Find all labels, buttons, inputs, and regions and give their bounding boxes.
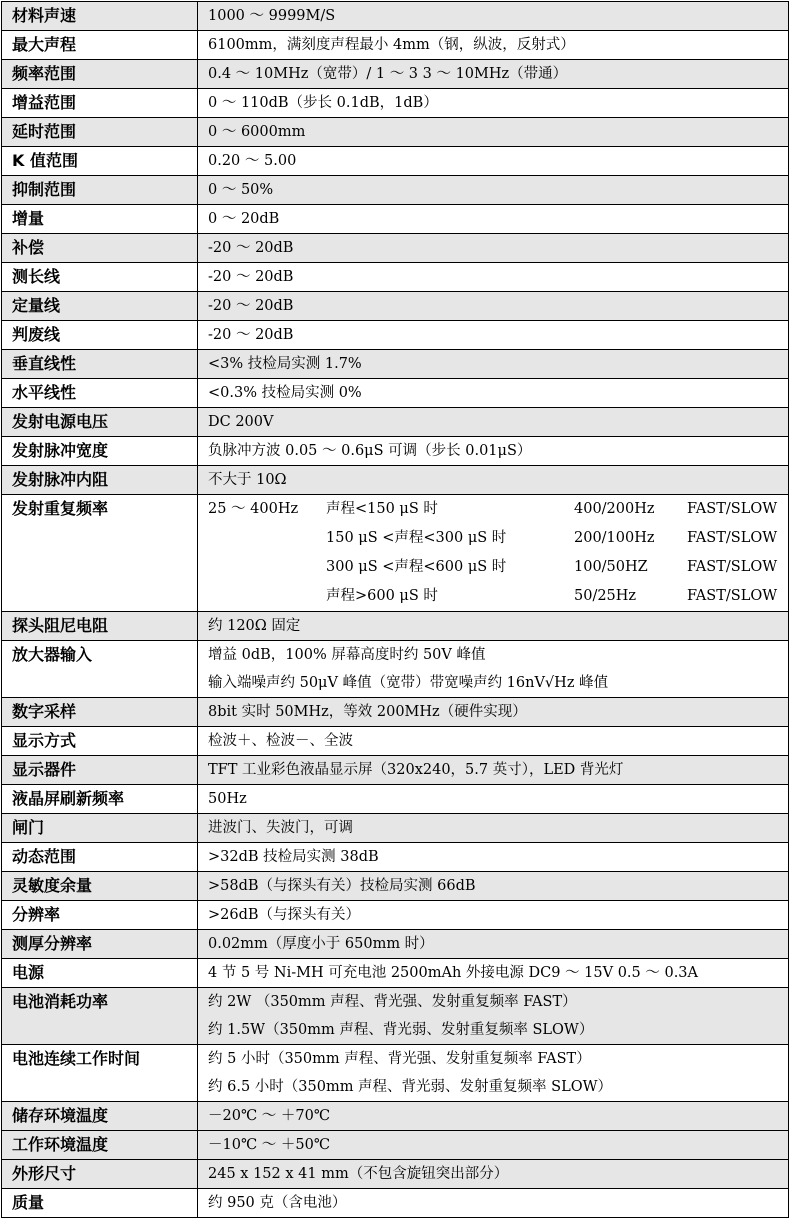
spec-row <box>2 1102 789 1131</box>
spec-row <box>2 1160 789 1189</box>
spec-value-cell <box>198 321 789 350</box>
spec-value: <0.3% 技检局实测 0% <box>208 385 362 401</box>
spec-label-cell <box>2 1160 198 1189</box>
spec-row <box>2 641 789 698</box>
spec-value-cell <box>198 785 789 814</box>
spec-value: >26dB（与探头有关） <box>208 907 361 923</box>
repetition-frequency-cell: 声程>600 μS 时 <box>326 588 438 604</box>
spec-label-cell <box>2 147 198 176</box>
spec-row <box>2 1131 789 1160</box>
spec-label-cell <box>2 641 198 698</box>
repetition-frequency-cell: 25 ～ 400Hz <box>208 501 299 517</box>
spec-value: >58dB（与探头有关）技检局实测 66dB <box>208 878 476 894</box>
spec-label: 测厚分辨率 <box>12 934 93 953</box>
spec-value: >32dB 技检局实测 38dB <box>208 849 379 865</box>
spec-value: 0 ～ 50% <box>208 182 274 198</box>
spec-value-cell <box>198 1160 789 1189</box>
spec-table <box>1 1 789 1218</box>
spec-label-cell <box>2 379 198 408</box>
spec-value-cell <box>198 727 789 756</box>
spec-value-cell <box>198 872 789 901</box>
spec-value: 检波＋、检波－、全波 <box>208 733 353 749</box>
spec-label: 放大器输入 <box>12 645 93 664</box>
spec-value-cell <box>198 147 789 176</box>
spec-label-cell <box>2 1189 198 1218</box>
spec-value: 0.4 ～ 10MHz（宽带）/ 1 ～ 3 3 ～ 10MHz（带通） <box>208 66 568 82</box>
spec-label-cell <box>2 466 198 495</box>
spec-label-cell <box>2 2 198 31</box>
spec-value: -20 ～ 20dB <box>208 269 294 285</box>
spec-label-cell <box>2 437 198 466</box>
spec-value: 进波门、失波门，可调 <box>208 820 353 836</box>
spec-value-cell <box>198 292 789 321</box>
spec-value-cell <box>198 234 789 263</box>
spec-label: 发射重复频率 <box>12 499 109 518</box>
repetition-frequency-cell <box>208 553 326 582</box>
spec-label-cell <box>2 60 198 89</box>
spec-value: 0 ～ 110dB（步长 0.1dB，1dB） <box>208 95 438 111</box>
spec-label: 液晶屏刷新频率 <box>12 789 125 808</box>
spec-label: 增量 <box>12 209 45 228</box>
spec-value: 增益 0dB，100% 屏幕高度时约 50V 峰值 <box>208 647 486 663</box>
spec-value-cell <box>198 89 789 118</box>
spec-row <box>2 901 789 930</box>
spec-value-cell <box>198 176 789 205</box>
spec-label: 外形尺寸 <box>12 1164 77 1183</box>
spec-value: 不大于 10Ω <box>208 472 287 488</box>
spec-row <box>2 379 789 408</box>
repetition-frequency-cell: FAST/SLOW <box>687 530 778 546</box>
spec-value-cell <box>198 118 789 147</box>
spec-row <box>2 930 789 959</box>
spec-row <box>2 843 789 872</box>
spec-row <box>2 872 789 901</box>
spec-row <box>2 205 789 234</box>
spec-row <box>2 147 789 176</box>
spec-value-cell <box>198 205 789 234</box>
spec-label: 延时范围 <box>12 122 77 141</box>
spec-label: K 值范围 <box>12 151 78 170</box>
repetition-frequency-cell: 300 μS <声程<600 μS 时 <box>326 559 507 575</box>
spec-value-cell <box>198 814 789 843</box>
spec-label-cell <box>2 495 198 612</box>
spec-value-cell <box>198 1189 789 1218</box>
spec-row <box>2 988 789 1045</box>
spec-label-cell <box>2 205 198 234</box>
spec-value-cell <box>198 1131 789 1160</box>
spec-label-cell <box>2 814 198 843</box>
spec-label: 工作环境温度 <box>12 1135 109 1154</box>
spec-label: 电池消耗功率 <box>12 992 109 1011</box>
spec-row <box>2 408 789 437</box>
spec-label: 最大声程 <box>12 35 77 54</box>
spec-label-cell <box>2 1131 198 1160</box>
spec-value: 1000 ～ 9999M/S <box>208 8 336 24</box>
spec-row <box>2 1189 789 1218</box>
spec-label-cell <box>2 176 198 205</box>
spec-value-cell <box>198 988 789 1045</box>
spec-row <box>2 60 789 89</box>
repetition-frequency-cell: FAST/SLOW <box>687 501 778 517</box>
spec-label: 水平线性 <box>12 383 77 402</box>
spec-label-cell <box>2 872 198 901</box>
spec-value: DC 200V <box>208 414 274 430</box>
spec-value-cell <box>198 263 789 292</box>
spec-label: 增益范围 <box>12 93 77 112</box>
spec-label-cell <box>2 959 198 988</box>
spec-value: 0.02mm（厚度小于 650mm 时） <box>208 936 434 952</box>
spec-label: 抑制范围 <box>12 180 77 199</box>
spec-label: 分辨率 <box>12 905 61 924</box>
spec-row <box>2 321 789 350</box>
spec-value-cell <box>198 350 789 379</box>
spec-value: 245 x 152 x 41 mm（不包含旋钮突出部分） <box>208 1166 509 1182</box>
spec-label: 探头阻尼电阻 <box>12 616 109 635</box>
spec-value: TFT 工业彩色液晶显示屏（320x240，5.7 英寸），LED 背光灯 <box>208 762 624 778</box>
repetition-frequency-cell: 150 μS <声程<300 μS 时 <box>326 530 507 546</box>
spec-label-cell <box>2 901 198 930</box>
spec-row <box>2 292 789 321</box>
spec-label-cell <box>2 698 198 727</box>
spec-value-cell <box>198 1102 789 1131</box>
spec-table-body <box>2 2 789 1218</box>
spec-value: -20 ～ 20dB <box>208 240 294 256</box>
spec-row <box>2 727 789 756</box>
spec-label-cell <box>2 234 198 263</box>
spec-value: 6100mm，满刻度声程最小 4mm（钢，纵波，反射式） <box>208 37 575 53</box>
spec-label: 发射电源电压 <box>12 412 109 431</box>
spec-label-cell <box>2 118 198 147</box>
spec-row <box>2 814 789 843</box>
spec-value: 输入端噪声约 50μV 峰值（宽带）带宽噪声约 16nV√Hz 峰值 <box>208 675 609 691</box>
spec-value: 约 1.5W（350mm 声程、背光弱、发射重复频率 SLOW） <box>208 1022 594 1038</box>
spec-row <box>2 495 789 612</box>
spec-row <box>2 1045 789 1102</box>
spec-value: －20℃ ～ ＋70℃ <box>208 1108 331 1124</box>
spec-value-cell <box>198 1045 789 1102</box>
repetition-frequency-cell: 50/25Hz <box>574 588 637 604</box>
spec-value: 0.20 ～ 5.00 <box>208 153 297 169</box>
spec-label-cell <box>2 263 198 292</box>
spec-label: 补偿 <box>12 238 45 257</box>
spec-row <box>2 698 789 727</box>
spec-label-cell <box>2 756 198 785</box>
spec-row <box>2 176 789 205</box>
spec-value: 约 120Ω 固定 <box>208 618 301 634</box>
spec-value: 约 950 克（含电池） <box>208 1195 347 1211</box>
spec-value: 50Hz <box>208 791 247 807</box>
spec-label: 定量线 <box>12 296 61 315</box>
spec-row <box>2 466 789 495</box>
spec-label-cell <box>2 321 198 350</box>
spec-value-cell <box>198 495 789 612</box>
spec-value: 4 节 5 号 Ni-MH 可充电池 2500mAh 外接电源 DC9 ～ 15V 0.5 ～ 0.3A <box>208 965 699 981</box>
spec-row <box>2 31 789 60</box>
spec-value-cell <box>198 2 789 31</box>
spec-label-cell <box>2 350 198 379</box>
spec-value-cell <box>198 641 789 698</box>
spec-value-cell <box>198 843 789 872</box>
spec-label-cell <box>2 31 198 60</box>
spec-value-cell <box>198 408 789 437</box>
spec-label: 闸门 <box>12 818 45 837</box>
spec-row <box>2 756 789 785</box>
spec-label-cell <box>2 1045 198 1102</box>
spec-value: －10℃ ～ ＋50℃ <box>208 1137 331 1153</box>
repetition-frequency-grid <box>208 495 788 611</box>
spec-label: 判废线 <box>12 325 61 344</box>
spec-label: 垂直线性 <box>12 354 77 373</box>
repetition-frequency-cell: 200/100Hz <box>574 530 655 546</box>
spec-label: 频率范围 <box>12 64 77 83</box>
spec-value-cell <box>198 60 789 89</box>
spec-row <box>2 785 789 814</box>
spec-value: 约 6.5 小时（350mm 声程、背光弱、发射重复频率 SLOW） <box>208 1079 613 1095</box>
spec-label: 显示方式 <box>12 731 77 750</box>
spec-label: 储存环境温度 <box>12 1106 109 1125</box>
repetition-frequency-cell: FAST/SLOW <box>687 559 778 575</box>
repetition-frequency-cell: FAST/SLOW <box>687 588 778 604</box>
spec-row <box>2 118 789 147</box>
spec-value-cell <box>198 901 789 930</box>
spec-value-cell <box>198 930 789 959</box>
spec-value: <3% 技检局实测 1.7% <box>208 356 362 372</box>
repetition-frequency-cell <box>208 582 326 611</box>
spec-label: 灵敏度余量 <box>12 876 93 895</box>
spec-value-cell <box>198 612 789 641</box>
spec-label: 显示器件 <box>12 760 77 779</box>
spec-value-cell <box>198 698 789 727</box>
spec-row <box>2 234 789 263</box>
spec-label: 动态范围 <box>12 847 77 866</box>
spec-label-cell <box>2 408 198 437</box>
spec-row <box>2 89 789 118</box>
spec-value-cell <box>198 31 789 60</box>
repetition-frequency-cell: 声程<150 μS 时 <box>326 501 438 517</box>
spec-label-cell <box>2 292 198 321</box>
spec-label-cell <box>2 727 198 756</box>
spec-label: 测长线 <box>12 267 61 286</box>
spec-label: 材料声速 <box>12 6 77 25</box>
spec-label: 发射脉冲内阻 <box>12 470 109 489</box>
spec-value: 负脉冲方波 0.05 ～ 0.6μS 可调（步长 0.01μS） <box>208 443 532 459</box>
spec-value: -20 ～ 20dB <box>208 298 294 314</box>
spec-label-cell <box>2 612 198 641</box>
spec-label: 质量 <box>12 1193 45 1212</box>
spec-label-cell <box>2 930 198 959</box>
spec-value-cell <box>198 756 789 785</box>
spec-label: 电池连续工作时间 <box>12 1049 141 1068</box>
spec-label-cell <box>2 785 198 814</box>
repetition-frequency-cell: 100/50HZ <box>574 559 648 575</box>
spec-value-cell <box>198 379 789 408</box>
spec-value: 0 ～ 6000mm <box>208 124 306 140</box>
spec-value-cell <box>198 437 789 466</box>
spec-row <box>2 612 789 641</box>
spec-value-cell <box>198 466 789 495</box>
spec-value: -20 ～ 20dB <box>208 327 294 343</box>
spec-label-cell <box>2 1102 198 1131</box>
spec-label: 电源 <box>12 963 45 982</box>
spec-value-cell <box>198 959 789 988</box>
repetition-frequency-cell <box>208 524 326 553</box>
spec-value: 约 2W （350mm 声程、背光强、发射重复频率 FAST） <box>208 994 577 1010</box>
spec-row <box>2 263 789 292</box>
spec-row <box>2 437 789 466</box>
spec-value: 8bit 实时 50MHz，等效 200MHz（硬件实现） <box>208 704 527 720</box>
spec-label: 数字采样 <box>12 702 77 721</box>
repetition-frequency-cell: 400/200Hz <box>574 501 655 517</box>
spec-label: 发射脉冲宽度 <box>12 441 109 460</box>
spec-label-cell <box>2 89 198 118</box>
spec-value: 0 ～ 20dB <box>208 211 280 227</box>
spec-row <box>2 959 789 988</box>
spec-label-cell <box>2 843 198 872</box>
spec-label-cell <box>2 988 198 1045</box>
spec-row <box>2 2 789 31</box>
spec-row <box>2 350 789 379</box>
spec-value: 约 5 小时（350mm 声程、背光强、发射重复频率 FAST） <box>208 1051 591 1067</box>
